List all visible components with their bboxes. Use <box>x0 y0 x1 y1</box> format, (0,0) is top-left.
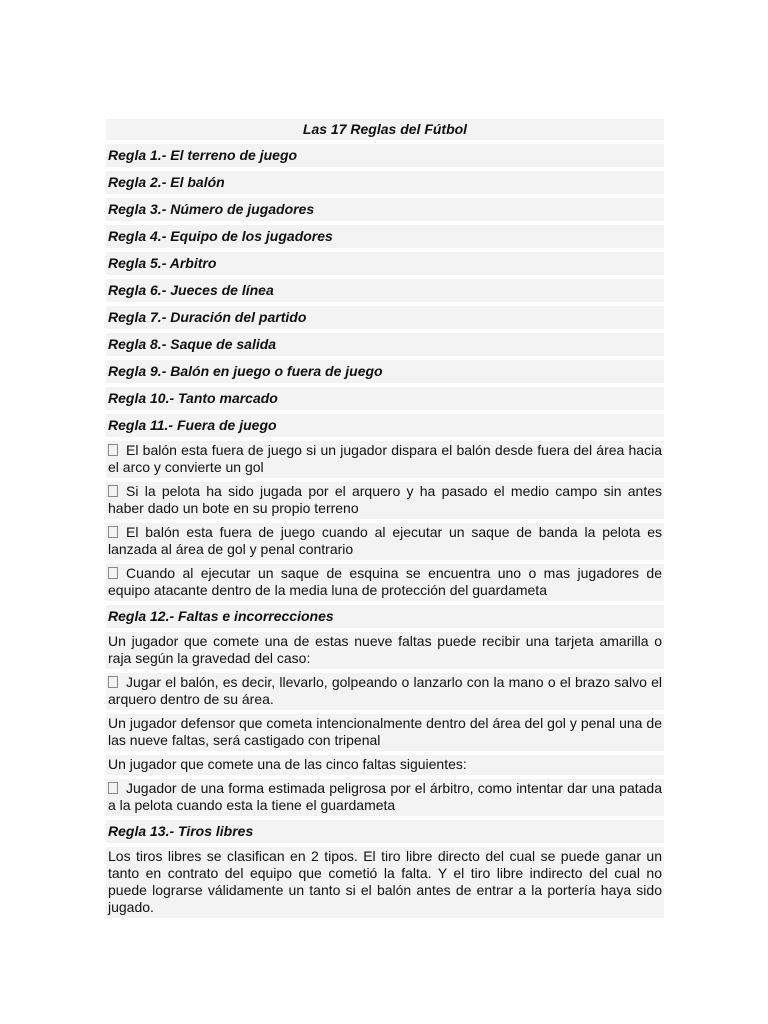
rule-heading-13: Regla 13.- Tiros libres <box>106 820 664 843</box>
bullet-placeholder-icon <box>108 485 118 497</box>
rule11-item-3-text: El balón esta fuera de juego cuando al ejecutar un saque de banda la pelota es lanzada al área de gol y penal contrario <box>108 524 662 557</box>
rule12-item-2-text: Jugador de una forma estimada peligrosa por el árbitro, como intentar dar una patada a la pelota cuando esta la tiene el guardameta <box>108 780 662 813</box>
rule-heading-2: Regla 2.- El balón <box>106 171 664 194</box>
rule12-item-1 <box>106 673 664 710</box>
rule12-item-2 <box>106 779 664 816</box>
bullet-placeholder-icon <box>108 567 118 579</box>
rule13-text: Los tiros libres se clasifican en 2 tipos. El tiro libre directo del cual se puede ganar un tanto en contrato del equipo que cometió la falta. Y el tiro libre indirecto del cual no puede lograrse válidamente un tanto si el balón antes de entrar a la portería haya sido jugado. <box>106 847 664 918</box>
rule-heading-11: Regla 11.- Fuera de juego <box>106 414 664 437</box>
rule11-item-4 <box>106 564 664 601</box>
rule12-paragraph-3: Un jugador que comete una de las cinco faltas siguientes: <box>106 755 664 775</box>
rule-heading-3: Regla 3.- Número de jugadores <box>106 198 664 221</box>
bullet-placeholder-icon <box>108 676 118 688</box>
rule11-item-1-text: El balón esta fuera de juego si un jugador dispara el balón desde fuera del área hacia el arco y convierte un gol <box>108 442 662 475</box>
rule-heading-7: Regla 7.- Duración del partido <box>106 306 664 329</box>
rule-heading-12: Regla 12.- Faltas e incorrecciones <box>106 605 664 628</box>
rule-heading-1: Regla 1.- El terreno de juego <box>106 144 664 167</box>
bullet-placeholder-icon <box>108 526 118 538</box>
rule-heading-6: Regla 6.- Jueces de línea <box>106 279 664 302</box>
document-content <box>106 119 664 922</box>
bullet-placeholder-icon <box>108 782 118 794</box>
rule12-paragraph-2: Un jugador defensor que cometa intencionalmente dentro del área del gol y penal una de las nueve faltas, será castigado con tripenal <box>106 714 664 751</box>
rule-heading-8: Regla 8.- Saque de salida <box>106 333 664 356</box>
rule11-item-4-text: Cuando al ejecutar un saque de esquina se encuentra uno o mas jugadores de equipo atacante dentro de la media luna de protección del guardameta <box>108 565 662 598</box>
rule-heading-5: Regla 5.- Arbitro <box>106 252 664 275</box>
rule11-item-1 <box>106 441 664 478</box>
rule12-item-1-text: Jugar el balón, es decir, llevarlo, golpeando o lanzarlo con la mano o el brazo salvo el arquero dentro de su área. <box>108 674 662 707</box>
rule-heading-9: Regla 9.- Balón en juego o fuera de juego <box>106 360 664 383</box>
rule11-item-3 <box>106 523 664 560</box>
rule-heading-4: Regla 4.- Equipo de los jugadores <box>106 225 664 248</box>
document-title: Las 17 Reglas del Fútbol <box>106 119 664 140</box>
rule11-item-2-text: Si la pelota ha sido jugada por el arquero y ha pasado el medio campo sin antes haber dado un bote en su propio terreno <box>108 483 662 516</box>
rule11-item-2 <box>106 482 664 519</box>
bullet-placeholder-icon <box>108 444 118 456</box>
rule-heading-10: Regla 10.- Tanto marcado <box>106 387 664 410</box>
rule12-intro: Un jugador que comete una de estas nueve faltas puede recibir una tarjeta amarilla o raja según la gravedad del caso: <box>106 632 664 669</box>
